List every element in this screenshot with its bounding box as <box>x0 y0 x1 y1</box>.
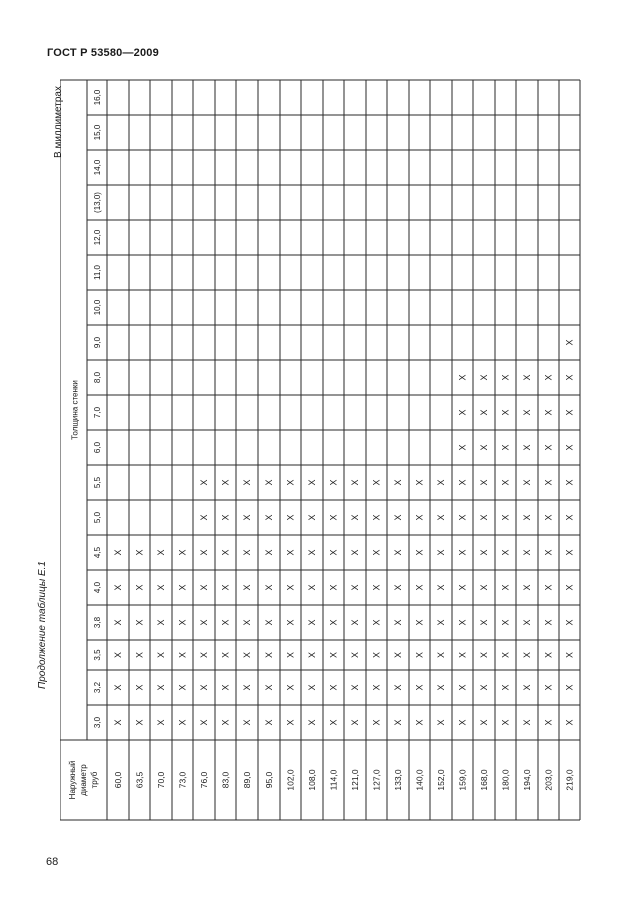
availability-mark: X <box>242 619 252 626</box>
availability-mark: X <box>242 651 252 659</box>
availability-mark: X <box>113 719 123 726</box>
availability-mark: X <box>522 684 532 691</box>
availability-mark: X <box>500 719 511 726</box>
availability-mark: X <box>479 719 489 726</box>
availability-mark: X <box>156 549 166 556</box>
availability-mark: X <box>113 584 123 591</box>
availability-mark: X <box>242 514 252 521</box>
availability-mark: X <box>436 479 446 486</box>
availability-mark: X <box>522 619 532 626</box>
availability-mark: X <box>457 549 468 556</box>
availability-mark: X <box>285 479 296 486</box>
availability-mark: X <box>500 651 511 659</box>
availability-mark: X <box>177 651 188 659</box>
availability-mark: X <box>350 479 360 486</box>
availability-mark: X <box>393 479 403 486</box>
availability-mark: X <box>242 479 252 486</box>
availability-mark: X <box>134 549 145 556</box>
availability-mark: X <box>328 619 339 626</box>
availability-mark: X <box>134 584 145 591</box>
availability-mark: X <box>350 651 360 659</box>
availability-mark: X <box>543 719 554 726</box>
thickness-label: 7,0 <box>93 406 102 419</box>
thickness-label: 12,0 <box>93 229 102 246</box>
availability-mark: X <box>307 549 317 556</box>
availability-mark: X <box>350 684 360 691</box>
availability-mark: X <box>328 514 339 521</box>
availability-mark: X <box>393 549 403 556</box>
availability-mark: X <box>500 549 511 556</box>
diameter-value: 152,0 <box>436 769 446 791</box>
availability-mark: X <box>371 514 382 521</box>
availability-mark: X <box>350 549 360 556</box>
diameter-value: 133,0 <box>393 769 403 791</box>
availability-mark: X <box>436 619 446 626</box>
availability-mark: X <box>285 651 296 659</box>
availability-mark: X <box>199 549 209 556</box>
availability-mark: X <box>393 651 403 659</box>
availability-mark: X <box>479 479 489 486</box>
availability-mark: X <box>156 651 166 659</box>
availability-mark: X <box>177 549 188 556</box>
availability-mark: X <box>220 514 231 521</box>
diameter-value: 203,0 <box>543 769 554 791</box>
availability-mark: X <box>457 374 468 381</box>
availability-mark: X <box>457 584 468 591</box>
diameter-value: 89,0 <box>242 771 252 789</box>
availability-mark: X <box>199 479 209 486</box>
availability-mark: X <box>479 409 489 416</box>
availability-mark: X <box>285 514 296 521</box>
tube-size-table <box>60 0 630 913</box>
availability-mark: X <box>393 584 403 591</box>
thickness-label: 3,2 <box>93 681 102 694</box>
availability-mark: X <box>414 719 425 726</box>
availability-mark: X <box>414 684 425 691</box>
availability-mark: X <box>199 584 209 591</box>
availability-mark: X <box>220 479 231 486</box>
availability-mark: X <box>371 651 382 659</box>
availability-mark: X <box>457 719 468 726</box>
availability-mark: X <box>264 719 274 726</box>
diameter-header-label: Наружный <box>68 760 77 800</box>
availability-mark: X <box>264 619 274 626</box>
availability-mark: X <box>522 514 532 521</box>
thickness-label: 11,0 <box>93 265 102 280</box>
availability-mark: X <box>436 514 446 521</box>
availability-mark: X <box>199 619 209 626</box>
availability-mark: X <box>393 619 403 626</box>
diameter-value: 140,0 <box>414 769 425 791</box>
availability-mark: X <box>328 479 339 486</box>
availability-mark: X <box>328 584 339 591</box>
availability-mark: X <box>543 549 554 556</box>
availability-mark: X <box>479 684 489 691</box>
availability-mark: X <box>350 514 360 521</box>
availability-mark: X <box>500 684 511 691</box>
availability-mark: X <box>564 409 575 416</box>
thickness-label: 6,0 <box>93 441 102 454</box>
thickness-label: 16,0 <box>93 89 102 106</box>
availability-mark: X <box>350 619 360 626</box>
diameter-value: 168,0 <box>479 769 489 791</box>
availability-mark: X <box>177 584 188 591</box>
availability-mark: X <box>457 409 468 416</box>
availability-mark: X <box>543 684 554 691</box>
availability-mark: X <box>500 619 511 626</box>
availability-mark: X <box>564 651 575 659</box>
diameter-value: 219,0 <box>564 769 575 791</box>
availability-mark: X <box>543 374 554 381</box>
availability-mark: X <box>543 444 554 451</box>
availability-mark: X <box>564 619 575 626</box>
availability-mark: X <box>500 374 511 381</box>
availability-mark: X <box>522 549 532 556</box>
availability-mark: X <box>350 584 360 591</box>
diameter-header-label: диаметр <box>79 764 88 796</box>
availability-mark: X <box>285 619 296 626</box>
availability-mark: X <box>500 444 511 451</box>
availability-mark: X <box>543 479 554 486</box>
thickness-label: 10,0 <box>93 299 102 316</box>
availability-mark: X <box>371 619 382 626</box>
availability-mark: X <box>436 684 446 691</box>
availability-mark: X <box>564 549 575 556</box>
availability-mark: X <box>436 651 446 659</box>
availability-mark: X <box>479 584 489 591</box>
thickness-label: 3,8 <box>93 616 102 629</box>
availability-mark: X <box>500 584 511 591</box>
availability-mark: X <box>220 549 231 556</box>
availability-mark: X <box>479 374 489 381</box>
availability-mark: X <box>393 514 403 521</box>
availability-mark: X <box>307 651 317 659</box>
availability-mark: X <box>414 651 425 659</box>
availability-mark: X <box>328 549 339 556</box>
availability-mark: X <box>543 409 554 416</box>
availability-mark: X <box>371 549 382 556</box>
diameter-value: 76,0 <box>199 771 209 789</box>
availability-mark: X <box>113 619 123 626</box>
units-note: В миллиметрах <box>53 86 64 158</box>
availability-mark: X <box>371 719 382 726</box>
thickness-label: 5,5 <box>93 476 102 489</box>
availability-mark: X <box>457 514 468 521</box>
availability-mark: X <box>371 479 382 486</box>
availability-mark: X <box>242 584 252 591</box>
availability-mark: X <box>564 444 575 451</box>
diameter-value: 83,0 <box>220 771 231 789</box>
group-header-label: Толщина стенки <box>70 380 80 440</box>
availability-mark: X <box>264 684 274 691</box>
availability-mark: X <box>479 651 489 659</box>
availability-mark: X <box>414 549 425 556</box>
availability-mark: X <box>264 549 274 556</box>
availability-mark: X <box>134 619 145 626</box>
document-header: ГОСТ Р 53580—2009 <box>47 47 159 59</box>
availability-mark: X <box>500 409 511 416</box>
availability-mark: X <box>307 619 317 626</box>
availability-mark: X <box>285 584 296 591</box>
availability-mark: X <box>156 584 166 591</box>
availability-mark: X <box>199 514 209 521</box>
availability-mark: X <box>328 684 339 691</box>
availability-mark: X <box>177 684 188 691</box>
availability-mark: X <box>285 549 296 556</box>
diameter-value: 194,0 <box>522 769 532 791</box>
availability-mark: X <box>307 684 317 691</box>
availability-mark: X <box>220 619 231 626</box>
availability-mark: X <box>113 651 123 659</box>
thickness-label: 5,0 <box>93 511 102 524</box>
availability-mark: X <box>543 584 554 591</box>
availability-mark: X <box>220 719 231 726</box>
availability-mark: X <box>479 444 489 451</box>
thickness-label: 3,0 <box>93 716 102 729</box>
availability-mark: X <box>522 409 532 416</box>
diameter-value: 121,0 <box>350 769 360 791</box>
diameter-value: 73,0 <box>177 771 188 789</box>
availability-mark: X <box>242 549 252 556</box>
availability-mark: X <box>199 684 209 691</box>
diameter-value: 63,5 <box>134 771 145 789</box>
diameter-header-label: труб <box>90 771 99 789</box>
availability-mark: X <box>479 619 489 626</box>
availability-mark: X <box>479 514 489 521</box>
availability-mark: X <box>457 684 468 691</box>
availability-mark: X <box>522 584 532 591</box>
thickness-label: 3,5 <box>93 649 102 661</box>
availability-mark: X <box>436 584 446 591</box>
diameter-value: 102,0 <box>285 769 296 791</box>
availability-mark: X <box>350 719 360 726</box>
availability-mark: X <box>522 719 532 726</box>
diameter-value: 70,0 <box>156 771 166 789</box>
availability-mark: X <box>264 479 274 486</box>
thickness-label: 9,0 <box>93 336 102 349</box>
availability-mark: X <box>285 719 296 726</box>
availability-mark: X <box>564 374 575 381</box>
availability-mark: X <box>457 479 468 486</box>
availability-mark: X <box>436 549 446 556</box>
availability-mark: X <box>522 651 532 659</box>
diameter-value: 108,0 <box>307 769 317 791</box>
availability-mark: X <box>328 651 339 659</box>
availability-mark: X <box>264 651 274 659</box>
availability-mark: X <box>242 719 252 726</box>
availability-mark: X <box>134 684 145 691</box>
availability-mark: X <box>264 584 274 591</box>
availability-mark: X <box>479 549 489 556</box>
availability-mark: X <box>564 684 575 691</box>
availability-mark: X <box>307 514 317 521</box>
availability-mark: X <box>436 719 446 726</box>
thickness-label: 14,0 <box>93 159 102 176</box>
availability-mark: X <box>134 719 145 726</box>
diameter-value: 114,0 <box>328 769 339 791</box>
availability-mark: X <box>264 514 274 521</box>
availability-mark: X <box>156 719 166 726</box>
thickness-label: 4,5 <box>93 546 102 559</box>
table-caption: Продолжение таблицы Е.1 <box>37 561 48 689</box>
diameter-value: 180,0 <box>500 769 511 791</box>
thickness-label: 8,0 <box>93 371 102 384</box>
availability-mark: X <box>199 719 209 726</box>
diameter-value: 127,0 <box>371 769 382 791</box>
diameter-value: 159,0 <box>457 769 468 791</box>
availability-mark: X <box>177 719 188 726</box>
thickness-label: 15,0 <box>93 124 102 141</box>
availability-mark: X <box>220 651 231 659</box>
diameter-value: 60,0 <box>113 771 123 789</box>
availability-mark: X <box>242 684 252 691</box>
availability-mark: X <box>371 584 382 591</box>
availability-mark: X <box>220 684 231 691</box>
availability-mark: X <box>564 514 575 521</box>
diameter-value: 95,0 <box>264 771 274 789</box>
availability-mark: X <box>543 651 554 659</box>
availability-mark: X <box>393 684 403 691</box>
availability-mark: X <box>564 479 575 486</box>
availability-mark: X <box>414 584 425 591</box>
availability-mark: X <box>500 514 511 521</box>
availability-mark: X <box>371 684 382 691</box>
availability-mark: X <box>220 584 231 591</box>
availability-mark: X <box>328 719 339 726</box>
availability-mark: X <box>307 584 317 591</box>
availability-mark: X <box>457 651 468 659</box>
availability-mark: X <box>414 479 425 486</box>
availability-mark: X <box>113 684 123 691</box>
availability-mark: X <box>414 514 425 521</box>
availability-mark: X <box>177 619 188 626</box>
availability-mark: X <box>307 479 317 486</box>
availability-mark: X <box>199 651 209 659</box>
availability-mark: X <box>156 619 166 626</box>
availability-mark: X <box>156 684 166 691</box>
availability-mark: X <box>393 719 403 726</box>
availability-mark: X <box>113 549 123 556</box>
availability-mark: X <box>457 444 468 451</box>
availability-mark: X <box>522 479 532 486</box>
availability-mark: X <box>543 514 554 521</box>
availability-mark: X <box>564 339 575 346</box>
availability-mark: X <box>414 619 425 626</box>
page-number: 68 <box>46 856 59 868</box>
availability-mark: X <box>522 444 532 451</box>
availability-mark: X <box>457 619 468 626</box>
availability-mark: X <box>134 651 145 659</box>
availability-mark: X <box>285 684 296 691</box>
thickness-label: 4,0 <box>93 581 102 594</box>
availability-mark: X <box>307 719 317 726</box>
thickness-label: (13,0) <box>93 192 102 213</box>
availability-mark: X <box>522 374 532 381</box>
availability-mark: X <box>564 584 575 591</box>
availability-mark: X <box>564 719 575 726</box>
availability-mark: X <box>543 619 554 626</box>
availability-mark: X <box>500 479 511 486</box>
